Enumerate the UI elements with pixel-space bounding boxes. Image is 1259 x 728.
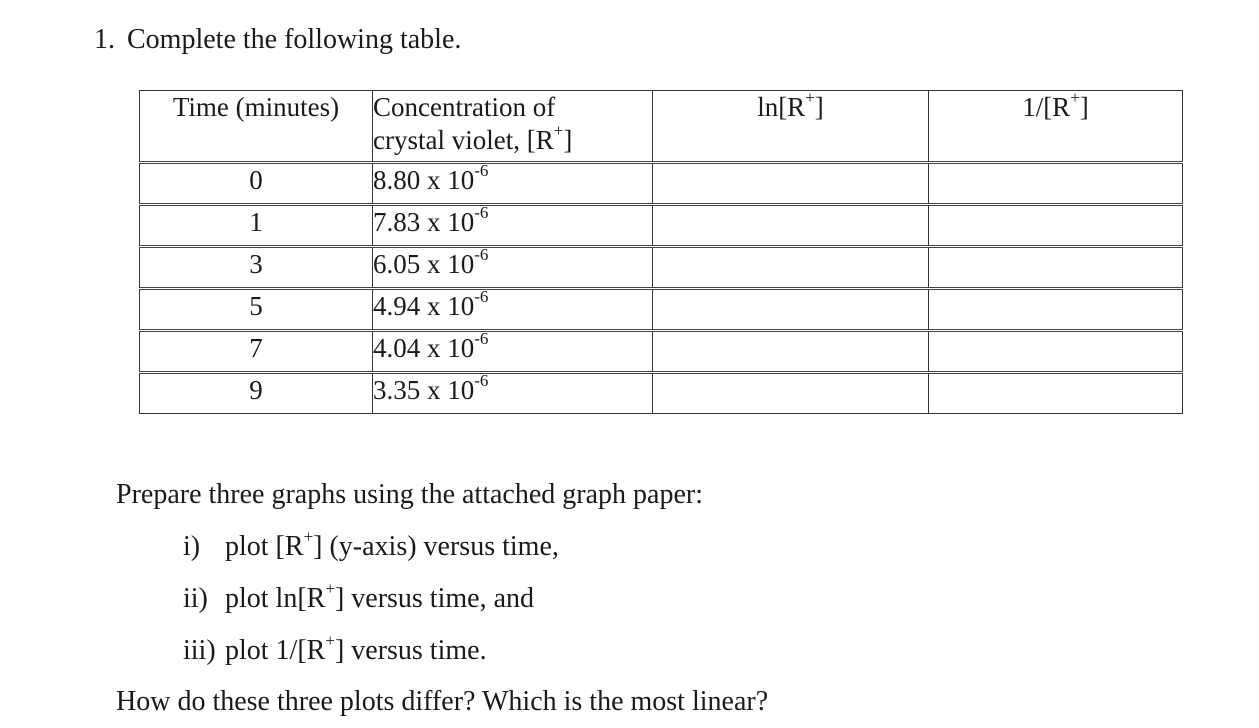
cell-ln[interactable] [653, 331, 929, 373]
instruction-item: i) plot [R+] (y-axis) versus time, [183, 526, 559, 562]
cell-time: 5 [140, 289, 373, 331]
cell-concentration: 6.05 x $10^{-6}$ [373, 247, 653, 289]
final-question: How do these three plots differ? Which is the most linear? [116, 686, 769, 717]
cell-concentration: 3.35 x $10^{-6}$ [373, 373, 653, 414]
table-row [140, 247, 1183, 289]
item-marker: ii) [183, 583, 208, 614]
table-row [140, 373, 1183, 414]
cell-concentration: 4.04 x $10^{-6}$ [373, 331, 653, 373]
question-text: Complete the following table. [127, 24, 462, 55]
cell-concentration: 4.94 x $10^{-6}$ [373, 289, 653, 331]
cell-inverse[interactable] [929, 289, 1183, 331]
cell-inverse[interactable] [929, 373, 1183, 414]
instruction-item: ii) plot ln[R+] versus time, and [183, 578, 534, 614]
item-marker: i) [183, 531, 201, 562]
cell-time: 9 [140, 373, 373, 414]
cell-inverse[interactable] [929, 163, 1183, 205]
instruction-item: iii) plot 1/[R+] versus time. [183, 630, 487, 666]
question-heading [94, 22, 461, 58]
cell-ln[interactable] [653, 373, 929, 414]
cell-time: 3 [140, 247, 373, 289]
table-row [140, 163, 1183, 205]
table-row [140, 331, 1183, 373]
header-inverse: 1/[R+] [929, 91, 1183, 163]
header-concentration: Concentration of crystal violet, [R+] [373, 91, 653, 163]
instructions-intro: Prepare three graphs using the attached graph paper: [116, 479, 703, 510]
cell-concentration: 8.80 x $10^{-6}$ [373, 163, 653, 205]
cell-inverse[interactable] [929, 247, 1183, 289]
header-time: Time (minutes) [140, 91, 373, 163]
cell-ln[interactable] [653, 163, 929, 205]
header-ln: ln[R+] [653, 91, 929, 163]
data-table [139, 90, 1183, 414]
question-number: 1. [94, 24, 115, 55]
cell-ln[interactable] [653, 247, 929, 289]
cell-concentration: 7.83 x $10^{-6}$ [373, 205, 653, 247]
cell-time: 7 [140, 331, 373, 373]
item-marker: iii) [183, 635, 216, 666]
cell-time: 0 [140, 163, 373, 205]
cell-inverse[interactable] [929, 205, 1183, 247]
cell-ln[interactable] [653, 205, 929, 247]
table-row [140, 289, 1183, 331]
cell-ln[interactable] [653, 289, 929, 331]
table-header-row [140, 91, 1183, 163]
cell-time: 1 [140, 205, 373, 247]
table-row [140, 205, 1183, 247]
cell-inverse[interactable] [929, 331, 1183, 373]
